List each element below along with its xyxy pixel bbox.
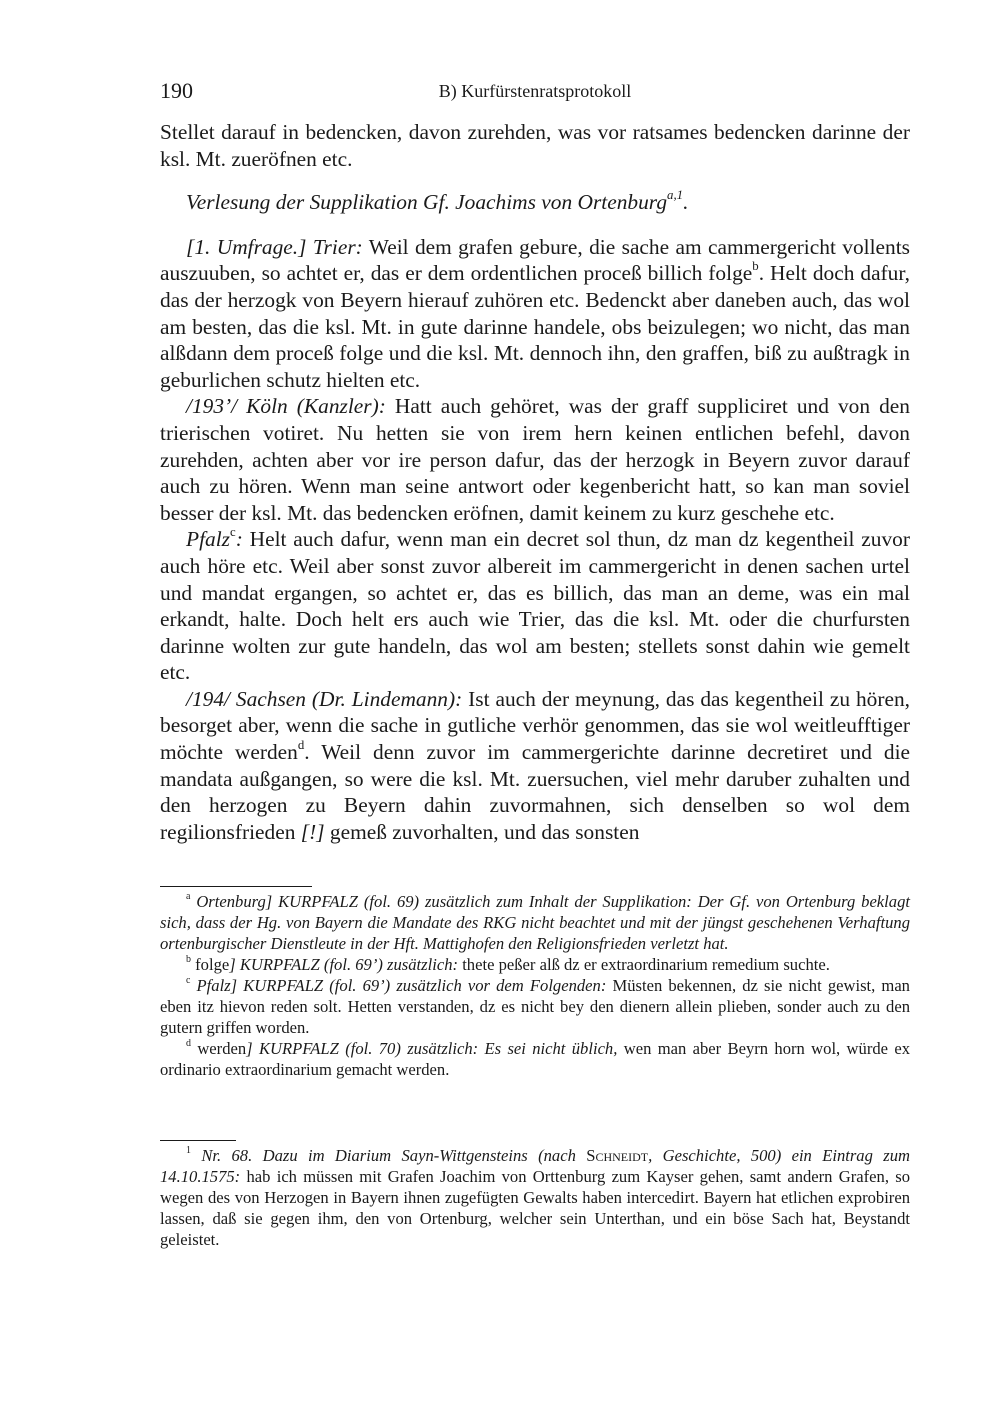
- footnote-text: thete peßer alß dz er extraordinarium remedium suchte.: [458, 955, 830, 974]
- footnote-lemma: werden: [197, 1039, 247, 1058]
- footnote-mark: c: [186, 974, 191, 986]
- footnote-italic: ] KURPFALZ (fol. 70) zusätzlich: Es sei nicht üblich,: [246, 1039, 618, 1058]
- footnote-mark: b: [186, 953, 191, 965]
- vote-trier: [160, 234, 910, 394]
- footnote-italic: KURPFALZ (fol. 69) zusätzlich zum Inhalt der Supplikation: Der Gf. von Ortenburg beklagt sich, dass der Hg. von Bayern die Mandate des RKG nicht beachtet und mit der jüngst geschehenen Verhaftung ortenburgischer Dienstleute in der Hft. Mattighofen den Religionsfrieden verletzt hat.: [160, 892, 910, 953]
- commentary-notes-rule: [160, 1140, 236, 1141]
- editorial-mark: [!]: [300, 819, 325, 844]
- textual-notes-rule: [160, 886, 312, 887]
- heading-end: .: [683, 190, 689, 215]
- vote-text: . Weil denn zuvor im cammergerichte darinne decretiret und die mandata außgangen, so were die ksl. Mt. zuersuchen, viel mehr daruber zuhalten und den herzogen zu Beyern dahin zuvormahnen, sich denselben so wol dem regilionsfrieden: [160, 740, 911, 844]
- footnote-italic: Nr. 68. Dazu im Diarium Sayn-Wittgensteins (nach: [201, 1146, 587, 1165]
- speaker-colon: :: [235, 527, 243, 552]
- footnote-text: wen man aber Beyrn horn wol, würde ex ordinario extraordinarium gemacht werden.: [160, 1039, 911, 1079]
- footnote-italic: , Geschichte, 500) ein Eintrag zum 14.10.1575:: [160, 1146, 910, 1186]
- footnote-text: Müsten bekennen, dz sie nicht gewist, man eben itz hievon reden solt. Hetten verstanden, dz es nicht bey den dienern allein plieben, sonder auch zu den gutern griffen worden.: [160, 976, 910, 1037]
- textual-notes: [160, 891, 910, 1080]
- footnote-b: [160, 954, 910, 975]
- note-marker[interactable]: d: [297, 738, 305, 753]
- vote-text: Helt auch dafur, wenn man ein decret sol thun, dz man dz kegentheil zuvor auch höre etc. Weil aber sonst zuvor albereit im cammergericht in denen sachen urtel und mandat ergangen, so achtet er, das es billich, das man an deme, was ein mal erkandt, halte. Doch helt ers auch wie Trier, das die ksl. Mt. oder die churfursten darinne wolten zur gute handeln, das wol am besten; stellets sonst dahin wie gemelt etc.: [160, 527, 910, 685]
- footnote-mark: a: [186, 890, 191, 902]
- speaker-label: Pfalz: [186, 527, 230, 552]
- note-marker[interactable]: b: [752, 259, 759, 274]
- footnote-italic: ] KURPFALZ (fol. 69’) zusätzlich:: [229, 955, 459, 974]
- vote-koeln: [160, 393, 910, 526]
- author-name: Schneidt: [586, 1146, 649, 1165]
- speaker-label: [1. Umfrage.] Trier:: [186, 234, 363, 259]
- running-title: B) Kurfürstenratsprotokoll: [438, 81, 632, 101]
- commentary-notes: [160, 1145, 910, 1250]
- vote-sachsen: [160, 686, 910, 846]
- speaker-label: /194/ Sachsen (Dr. Lindemann):: [186, 686, 463, 711]
- speaker-label: /193’/ Köln (Kanzler):: [186, 394, 386, 419]
- footnote-d: [160, 1038, 910, 1080]
- footnote-lemma: Pfalz]: [196, 976, 238, 995]
- vote-text: Hatt auch gehöret, was der graff suppliciret und von den trierischen votiret. Nu hetten sie von irem hern keinen entlichen befehl, davon zurehden, achten aber vor ire person dafur, das der herzogk in Beyern zuvor darauf auch zu hören. Wenn man seine antwort oder kegenbericht hatt, so kan man soviel besser der ksl. Mt. das bedencken eröfnen, damit keinem zu kurz geschehe etc.: [160, 394, 910, 525]
- main-text: [160, 119, 910, 845]
- vote-text: gemeß zuvorhalten, und das sonsten: [324, 819, 640, 844]
- footnote-mark: d: [186, 1037, 191, 1049]
- footnote-italic: KURPFALZ (fol. 69’) zusätzlich vor dem Folgenden:: [237, 976, 607, 995]
- page-number: 190: [160, 78, 193, 103]
- page-header: [160, 78, 910, 108]
- vote-text: . Helt doch dafur, das der herzogk von Beyern hierauf zuhören etc. Bedenckt aber daneben auch, das wol am besten, das die ksl. Mt. in gute darinne handele, obs beizulegen; wo nicht, das man alßdann dem proceß folge und die ksl. Mt. dennoch ihn, den graffen, biß zu außtragk in geburlichen schutz hielten etc.: [160, 261, 910, 392]
- footnote-lemma: folge: [195, 955, 230, 974]
- note-marker[interactable]: c: [229, 525, 236, 540]
- vote-pfalz: [160, 526, 910, 686]
- footnote-mark: 1: [186, 1144, 191, 1156]
- footnote-1: [160, 1145, 910, 1250]
- footnote-lemma: Ortenburg]: [196, 892, 273, 911]
- footnote-c: [160, 975, 910, 1038]
- vote-text: Weil dem grafen gebure, die sache am cammergericht vollents auszuuben, so achtet er, das er dem ordentlichen proceß billich folge: [160, 234, 910, 286]
- note-marker[interactable]: a,1: [667, 188, 684, 203]
- footnote-text: hab ich müssen mit Grafen Joachim von Orttenburg zum Kayser gehen, samt andern Grafen, so wegen des von Herzogen in Bayern ihnen zugefügten Gewalts haben intercedirt. Bayern hat etlichen exprobiren lassen, daß sie gegen ihm, den von Ortenburg, welcher sein Unterthan, und ein böse Sach hat, Beystandt geleistet.: [160, 1167, 910, 1249]
- heading-text: Verlesung der Supplikation Gf. Joachims von Ortenburg: [186, 190, 668, 215]
- section-heading: [160, 189, 910, 216]
- vote-text: Ist auch der meynung, das das kegentheil zu hören, besorget aber, wenn die sache in gutliche verhör genommen, das sie wol weitleufftiger möchte werden: [160, 686, 911, 765]
- footnote-a: [160, 891, 910, 954]
- continuation-paragraph: Stellet darauf in bedencken, davon zurehden, was vor ratsames bedencken darinne der ksl. Mt. zueröfnen etc.: [160, 120, 910, 171]
